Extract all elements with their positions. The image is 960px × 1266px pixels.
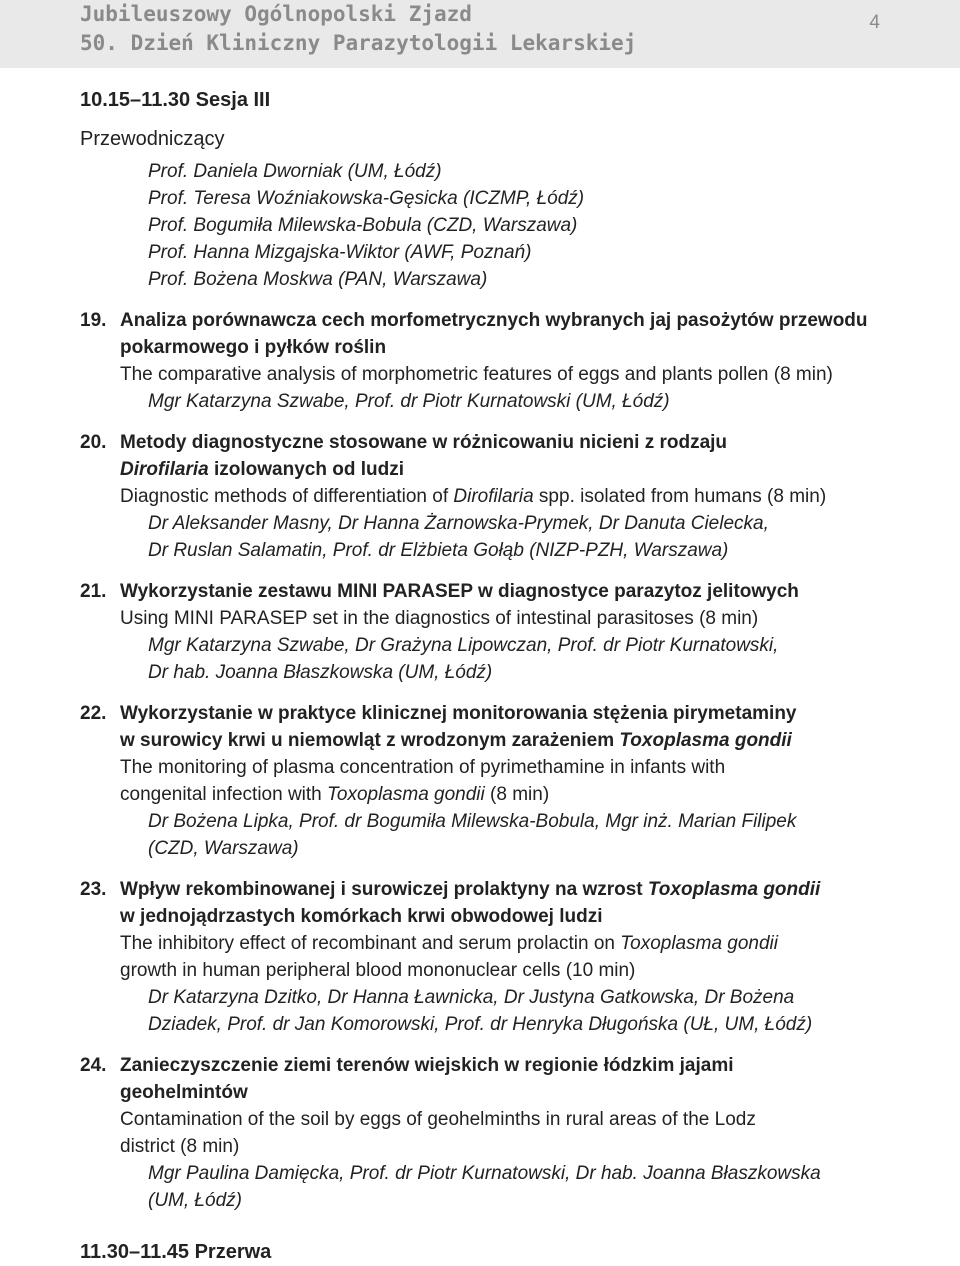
talk-title-en: [120, 930, 900, 984]
title-part: Contamination of the soil by eggs of geohelminths in rural areas of the Lodz: [120, 1109, 756, 1130]
authors-line: Dr hab. Joanna Błaszkowska (UM, Łódź): [148, 662, 493, 683]
talk-title-en: [120, 483, 900, 510]
talk-title-pl: [120, 876, 900, 930]
authors-line: Mgr Katarzyna Szwabe, Dr Grażyna Lipowczan, Prof. dr Piotr Kurnatowski,: [148, 635, 779, 656]
talk-authors: [148, 808, 900, 862]
talk-title-pl: Wykorzystanie zestawu MINI PARASEP w diagnostyce parazytoz jelitowych: [120, 581, 799, 602]
header-title-line1: Jubileuszowy Ogólnopolski Zjazd: [80, 2, 472, 26]
authors-line: (CZD, Warszawa): [148, 838, 299, 859]
talk-title-en: [120, 1106, 900, 1160]
talk-19: [80, 307, 900, 415]
talk-authors: Mgr Katarzyna Szwabe, Prof. dr Piotr Kurnatowski (UM, Łódź): [148, 391, 670, 412]
authors-line: Dr Aleksander Masny, Dr Hanna Żarnowska-Prymek, Dr Danuta Cielecka,: [148, 513, 769, 534]
talk-title-pl: [120, 700, 900, 754]
talk-24: [80, 1052, 900, 1214]
program-content: [80, 86, 900, 1214]
title-part: district (8 min): [120, 1136, 240, 1157]
title-part: geohelmintów: [120, 1082, 248, 1103]
title-part: Zanieczyszczenie ziemi terenów wiejskich w regionie łódzkim jajami: [120, 1055, 734, 1076]
title-part: (8 min): [484, 784, 550, 805]
title-part: spp. isolated from humans (8 min): [533, 486, 827, 507]
title-part: The inhibitory effect of recombinant and serum prolactin on: [120, 933, 621, 954]
talk-23: [80, 876, 900, 1038]
title-part: w jednojądrzastych komórkach krwi obwodowej ludzi: [120, 906, 603, 927]
talk-number: 23.: [80, 879, 107, 900]
title-part: izolowanych od ludzi: [208, 459, 404, 480]
authors-line: Mgr Paulina Damięcka, Prof. dr Piotr Kurnatowski, Dr hab. Joanna Błaszkowska: [148, 1163, 821, 1184]
talk-22: [80, 700, 900, 862]
chair-item: Prof. Bożena Moskwa (PAN, Warszawa): [148, 269, 488, 290]
chair-item: Prof. Hanna Mizgajska-Wiktor (AWF, Poznań): [148, 242, 532, 263]
authors-line: Dr Katarzyna Dzitko, Dr Hanna Ławnicka, Dr Justyna Gatkowska, Dr Bożena: [148, 987, 795, 1008]
species-name: Toxoplasma gondii: [620, 933, 778, 954]
talk-title-pl: Analiza porównawcza cech morfometrycznych wybranych jaj pasożytów przewodu pokarmowego i pyłków roślin: [120, 310, 868, 358]
header-title-line2: 50. Dzień Kliniczny Parazytologii Lekarskiej: [80, 31, 637, 55]
talk-authors: [148, 632, 900, 686]
talk-20: [80, 429, 900, 564]
talk-authors: [148, 984, 900, 1038]
talk-title-en: Using MINI PARASEP set in the diagnostics of intestinal parasitoses (8 min): [120, 608, 759, 629]
session-title: 10.15–11.30 Sesja III: [80, 89, 271, 111]
talk-title-en: [120, 754, 900, 808]
authors-line: Dr Bożena Lipka, Prof. dr Bogumiła Milewska-Bobula, Mgr inż. Marian Filipek: [148, 811, 797, 832]
talk-number: 22.: [80, 703, 107, 724]
talk-title-pl: [120, 429, 900, 483]
genus-name: Dirofilaria: [120, 459, 209, 480]
title-part: Wykorzystanie w praktyce klinicznej monitorowania stężenia pirymetaminy: [120, 703, 797, 724]
species-name: Toxoplasma gondii: [647, 879, 821, 900]
chair-item: Prof. Teresa Woźniakowska-Gęsicka (ICZMP, Łódź): [148, 188, 585, 209]
authors-line: (UM, Łódź): [148, 1190, 242, 1211]
species-name: Toxoplasma gondii: [327, 784, 485, 805]
title-part: Metody diagnostyczne stosowane w różnicowaniu nicieni z rodzaju: [120, 432, 728, 453]
chair-list: [148, 158, 900, 293]
talk-number: 19.: [80, 310, 107, 331]
talk-authors: [148, 510, 900, 564]
page-number: 4: [869, 12, 880, 33]
chair-item: Prof. Bogumiła Milewska-Bobula (CZD, Warszawa): [148, 215, 578, 236]
talk-21: [80, 578, 900, 686]
species-name: Toxoplasma gondii: [619, 730, 792, 751]
talk-number: 21.: [80, 581, 107, 602]
page-header: [0, 0, 960, 68]
authors-line: Dr Ruslan Salamatin, Prof. dr Elżbieta Gołąb (NIZP-PZH, Warszawa): [148, 540, 729, 561]
talk-title-en: The comparative analysis of morphometric features of eggs and plants pollen (8 min): [120, 364, 833, 385]
title-part: Wpływ rekombinowanej i surowiczej prolaktyny na wzrost: [120, 879, 648, 900]
break-title: 11.30–11.45 Przerwa: [80, 1241, 272, 1263]
talk-number: 24.: [80, 1055, 107, 1076]
chair-item: Prof. Daniela Dworniak (UM, Łódź): [148, 161, 442, 182]
title-part: growth in human peripheral blood mononuclear cells (10 min): [120, 960, 636, 981]
talk-authors: [148, 1160, 900, 1214]
talk-number: 20.: [80, 432, 107, 453]
title-part: w surowicy krwi u niemowląt z wrodzonym zarażeniem: [120, 730, 620, 751]
title-part: The monitoring of plasma concentration of pyrimethamine in infants with: [120, 757, 726, 778]
genus-name: Dirofilaria: [453, 486, 534, 507]
talk-title-pl: [120, 1052, 900, 1106]
chair-label: Przewodniczący: [80, 128, 225, 150]
title-part: Diagnostic methods of differentiation of: [120, 486, 454, 507]
authors-line: Dziadek, Prof. dr Jan Komorowski, Prof. dr Henryka Długońska (UŁ, UM, Łódź): [148, 1014, 813, 1035]
title-part: congenital infection with: [120, 784, 328, 805]
